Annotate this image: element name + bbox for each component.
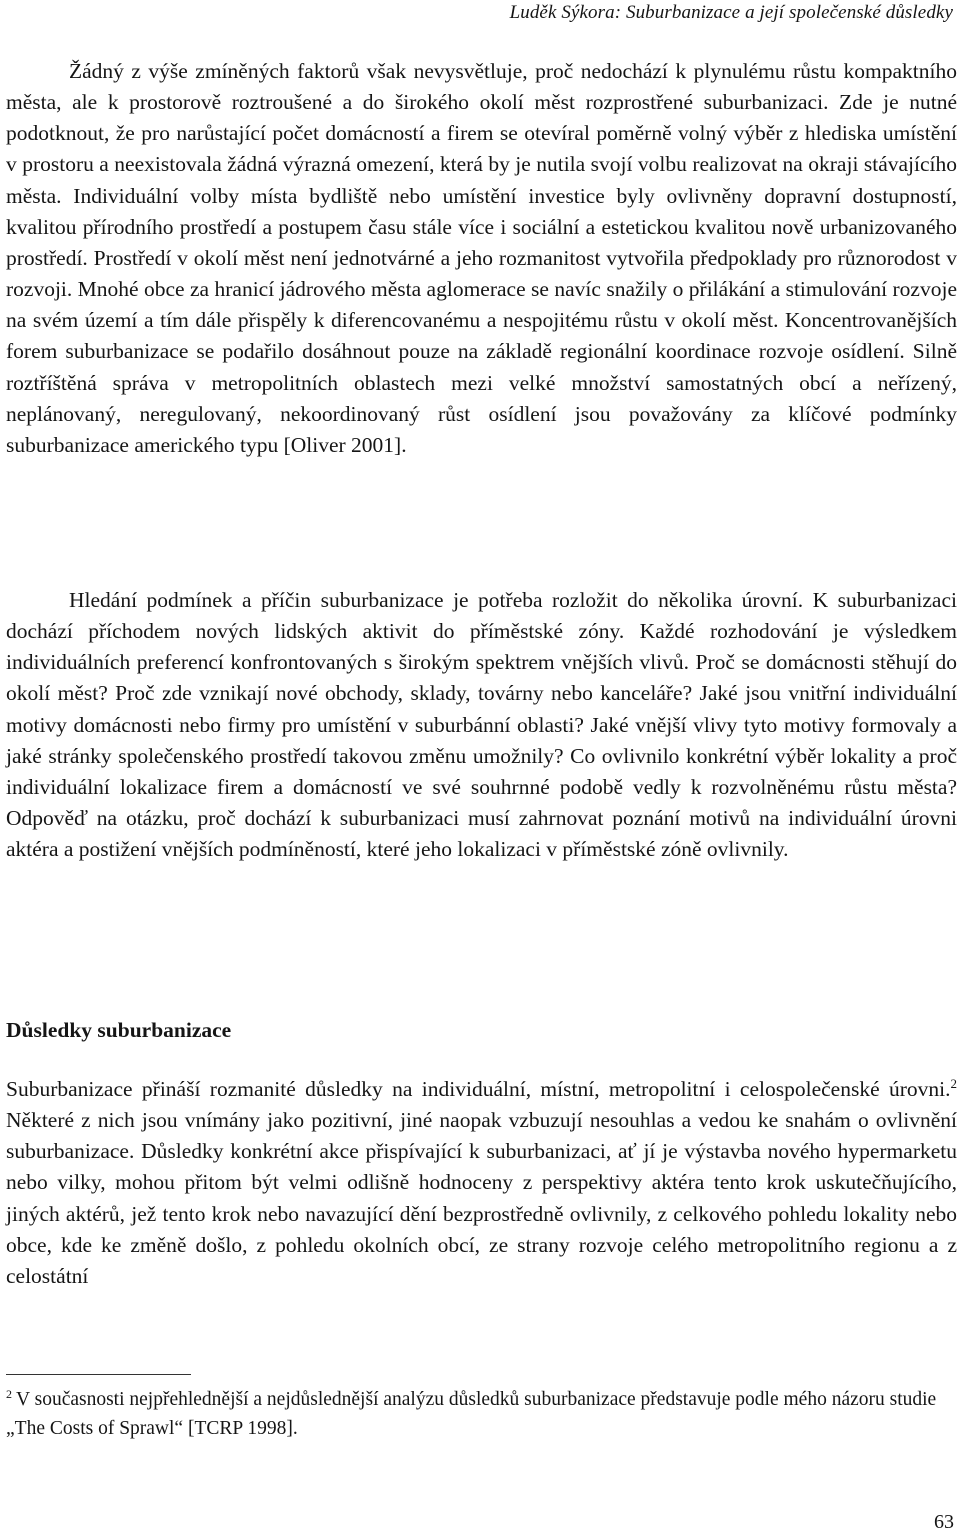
body-paragraph: Hledání podmínek a příčin suburbanizace je potřeba rozložit do několika úrovní. K suburbanizaci dochází příchodem nových lidských aktivit do příměstské zóny. Každé rozhodování je výsledkem individuálních preferencí konfrontovaných s širokým spektrem vnějších vlivů. Proč se domácnosti stěhují do okolí měst? Proč zde vznikají nové obchody, sklady, továrny nebo kanceláře? Jaké jsou vnitřní individuální motivy domácnosti nebo firmy pro umístění v suburbánní oblasti? Jaké vnější vlivy tyto motivy formovaly a jaké stránky společenského prostředí takovou změnu umožnily? Co ovlivnilo konkrétní výběr lokality a proč individuální lokalizace firem a domácností ve své souhrnné podobě vedly k rozvolněnému růstu města? Odpověď na otázku, proč dochází k suburbanizaci musí zahrnovat poznání motivů na individuální úrovni aktéra a postižení vnějších podmíněností, které jeho lokalizaci v příměstské zóně ovlivnily.	[6, 588, 957, 862]
footnote	[6, 1386, 957, 1443]
page-number: 63	[934, 1511, 954, 1533]
paragraph-block-3	[6, 1074, 957, 1292]
paragraph-block-2	[6, 585, 957, 865]
paragraph-text-part-2: Některé z nich jsou vnímány jako pozitivní, jiné naopak vzbuzují nesouhlas a vedou ke snahám o ovlivnění suburbanizace. Důsledky konkrétní akce přispívající k suburbanizaci, ať jí je výstavba nového hypermarketu nebo vilky, mohou přitom být velmi odlišně hodnoceny z perspektivy aktéra tento krok uskutečňujícího, jiných aktérů, jež tento krok nebo navazující dění bezprostředně ovlivnily, z celkového pohledu lokality nebo obce, kde ke změně došlo, z pohledu okolních obcí, ze strany rozvoje celého metropolitního regionu a z celostátní	[6, 1108, 957, 1288]
running-header: Luděk Sýkora: Suburbanizace a její společenské důsledky	[509, 2, 953, 23]
body-paragraph	[6, 1074, 957, 1292]
paragraph-text-part-1: Suburbanizace přináší rozmanité důsledky na individuální, místní, metropolitní i celospolečenské úrovni.	[6, 1077, 951, 1101]
body-paragraph: Žádný z výše zmíněných faktorů však nevysvětluje, proč nedochází k plynulému růstu kompaktního města, ale k prostorově roztroušené a do širokého okolí měst rozprostřené suburbanizaci. Zde je nutné podotknout, že pro narůstající počet domácností a firem se otevíral poměrně volný výběr z hlediska umístění v prostoru a neexistovala žádná výrazná omezení, která by je nutila svojí volbu realizovat na okraji stávajícího města. Individuální volby místa bydliště nebo umístění investice byly ovlivněny dopravní dostupností, kvalitou přírodního prostředí a postupem času stále více i sociální a estetickou kvalitou nově urbanizovaného prostředí. Prostředí v okolí měst není jednotvárné a jeho rozmanitost vytvořila předpoklady pro různorodost v rozvoji. Mnohé obce za hranicí jádrového města aglomerace se navíc snažily o přilákání a stimulování rozvoje na svém území a tím dále přispěly k diferencovanému a nespojitému růstu v okolí měst. Koncentrovanějších forem suburbanizace se podařilo dosáhnout pouze na základě regionální koordinace rozvoje osídlení. Silně roztříštěná správa v metropolitních oblastech mezi velké množství samostatných obcí a neřízený, neplánovaný, neregulovaný, nekoordinovaný růst osídlení jsou považovány za klíčové podmínky suburbanizace amerického typu [Oliver 2001].	[6, 59, 957, 457]
footnote-divider	[6, 1374, 191, 1375]
footnote-reference[interactable]: 2	[950, 1075, 957, 1091]
footnote-number: 2	[6, 1386, 12, 1401]
paragraph-block-1	[6, 56, 957, 461]
footnote-text: V současnosti nejpřehlednější a nejdůslednější analýzu důsledků suburbanizace představuje podle mého názoru studie „The Costs of Sprawl“ [TCRP 1998].	[6, 1389, 937, 1439]
section-heading: Důsledky suburbanizace	[6, 1018, 232, 1042]
